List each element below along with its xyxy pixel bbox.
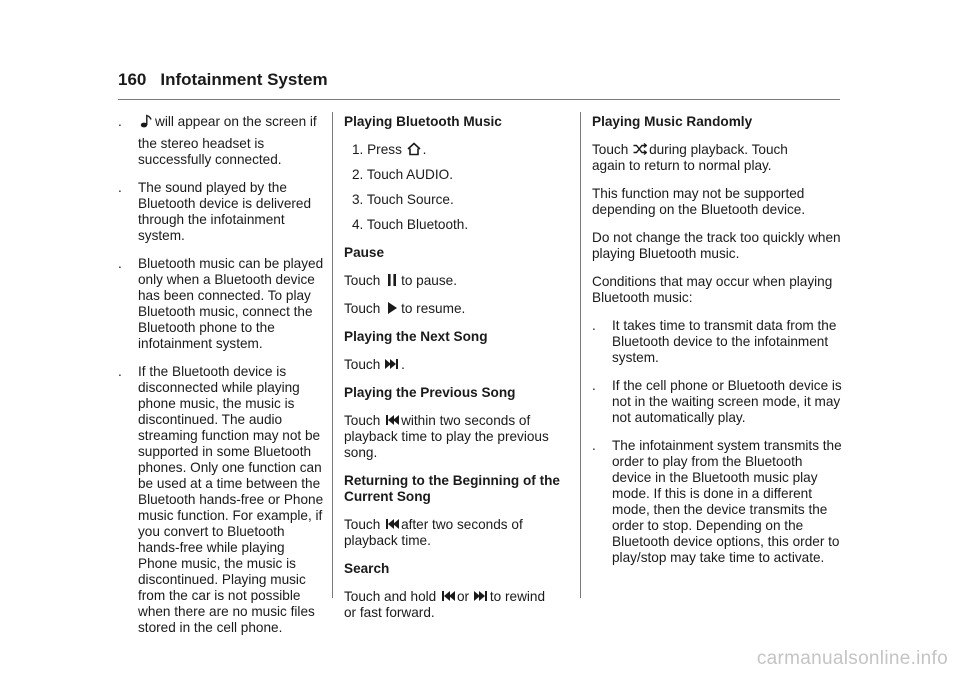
next-track-icon <box>474 589 488 603</box>
list-item <box>592 318 842 366</box>
list-item <box>118 364 324 636</box>
item-text: If the Bluetooth device is disconnected while playing phone music, the music is discontinued. The audio streaming function may not be supported in some Bluetooth phones. Only one function can be used at a time between the Bluetooth hands-free or Phone music function. For example, if you convert to Bluetooth hands-free while playing Phone music, the music is discontinued. Playing music from the car is not possible when there are no music files stored in the cell phone. <box>138 364 324 635</box>
return-text: Touch after two seconds of playback time. <box>344 517 523 548</box>
bullet: . <box>118 114 122 129</box>
random-text: Touch during playback. Touch again to return to normal play. <box>592 142 788 173</box>
list-item <box>118 114 324 168</box>
pause-icon <box>385 273 399 287</box>
bullet: . <box>592 318 596 333</box>
section-heading: Search <box>344 561 390 576</box>
section-heading: Playing the Next Song <box>344 329 488 344</box>
shuffle-icon <box>633 142 647 156</box>
bullet: . <box>118 364 122 379</box>
previous-track-icon <box>385 413 399 427</box>
bullet: . <box>592 378 596 393</box>
item-text: If the cell phone or Bluetooth device is not in the waiting screen mode, it may not automatically play. <box>612 378 842 425</box>
section-heading: Playing Bluetooth Music <box>344 114 502 129</box>
music-note-icon <box>139 114 153 128</box>
header-rule <box>118 99 840 100</box>
column-2 <box>344 114 576 633</box>
step-2: 2. Touch AUDIO. <box>352 167 453 182</box>
list-item <box>592 438 842 566</box>
pause-text: Touch to pause. <box>344 273 457 288</box>
list-item <box>118 256 324 352</box>
item-text: It takes time to transmit data from the Bluetooth device to the infotainment system. <box>612 318 837 365</box>
column-3 <box>592 114 842 578</box>
list-item <box>118 180 324 244</box>
previous-text: Touch within two seconds of playback time to play the previous song. <box>344 413 549 460</box>
watermark: carmanualsonline.info <box>756 648 948 669</box>
home-icon <box>407 142 421 156</box>
bullet: . <box>118 256 122 271</box>
search-text: Touch and hold or to rewind or fast forward. <box>344 589 546 620</box>
section-heading: Pause <box>344 245 385 260</box>
item-text: The infotainment system transmits the order to play from the Bluetooth device in the Bluetooth music play mode. If this is done in a different mode, then the device transmits the order to stop. Depending on the Bluetooth device options, this order to play/stop may take time to activate. <box>612 438 842 565</box>
paragraph: Conditions that may occur when playing Bluetooth music: <box>592 274 833 305</box>
column-divider-2 <box>580 112 581 598</box>
step-3: 3. Touch Source. <box>352 192 454 207</box>
section-heading: Returning to the Beginning of the Current Song <box>344 473 560 504</box>
bullet: . <box>592 438 596 453</box>
previous-track-icon <box>385 517 399 531</box>
item-text: the stereo headset is successfully connected. <box>138 136 282 167</box>
column-1 <box>118 114 324 648</box>
list-item <box>592 378 842 426</box>
column-divider-1 <box>332 112 333 598</box>
play-icon <box>385 301 399 315</box>
page-title: Infotainment System <box>160 70 328 89</box>
step-4: 4. Touch Bluetooth. <box>352 217 469 232</box>
page-header <box>118 70 342 90</box>
paragraph: This function may not be supported depending on the Bluetooth device. <box>592 186 806 217</box>
section-heading: Playing Music Randomly <box>592 114 753 129</box>
previous-track-icon <box>441 589 455 603</box>
next-track-icon <box>385 357 399 371</box>
paragraph: Do not change the track too quickly when playing Bluetooth music. <box>592 230 841 261</box>
page-number: 160 <box>118 70 147 89</box>
section-heading: Playing the Previous Song <box>344 385 516 400</box>
step-1: 1. Press . <box>352 142 427 157</box>
item-text: The sound played by the Bluetooth device is delivered through the infotainment system. <box>138 180 312 243</box>
resume-text: Touch to resume. <box>344 301 466 316</box>
item-text: Bluetooth music can be played only when a Bluetooth device has been connected. To play Bluetooth music, connect the Bluetooth phone to the infotainment system. <box>138 256 324 351</box>
item-text: will appear on the screen if <box>155 114 317 129</box>
bullet: . <box>118 180 122 195</box>
next-text: Touch . <box>344 357 405 372</box>
